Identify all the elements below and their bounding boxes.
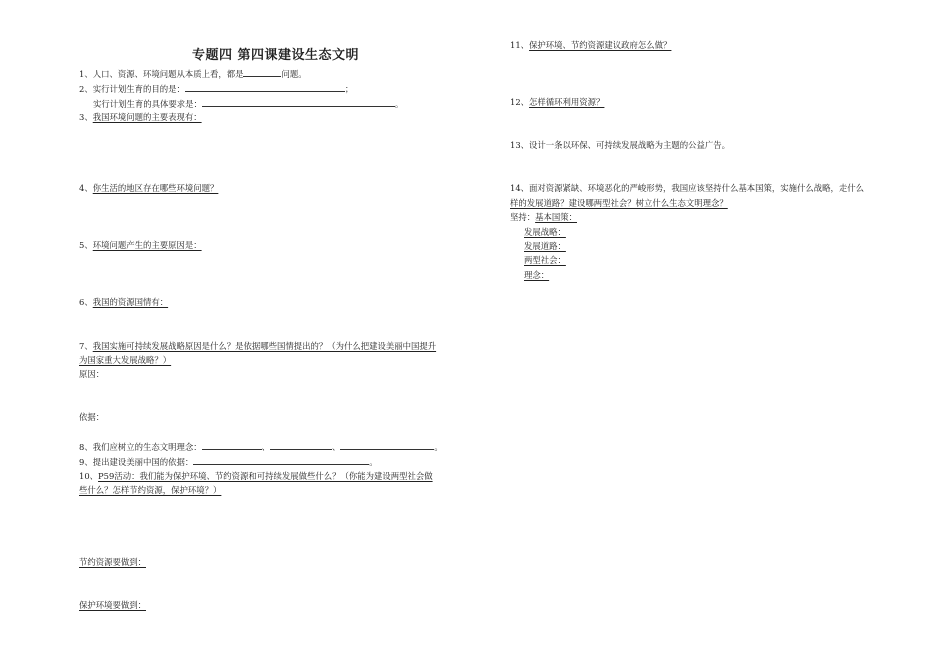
q10-text-line2: 些什么？怎样节约资源，保护环境？） [79,485,222,495]
q8-end: 。 [434,442,443,452]
question-2b [93,97,403,110]
q2b-blank[interactable] [202,97,395,107]
question-8 [79,440,443,453]
q7-text-line2: 为国家重大发展战略？） [79,355,172,365]
q8-sep-2: 、 [331,442,341,452]
q2-label: 2、实行计划生育的目的是： [79,84,185,94]
question-10-line2 [79,484,221,496]
q9-blank[interactable] [193,455,369,465]
q14-society-row [524,254,566,266]
q8-blank-2[interactable] [270,440,332,450]
question-4 [79,182,218,194]
q14-strategy-row [524,226,566,238]
q14-concept-row [524,269,549,281]
q12-text: 怎样循环利用资源？ [529,97,605,107]
q5-number: 5、 [79,240,93,250]
q7-basis-label: 依据： [79,412,105,422]
question-10-line1 [79,470,433,482]
q2-blank[interactable] [185,82,345,92]
question-13: 13、设计一条以环保、可持续发展战略为主题的公益广告。 [510,140,731,150]
save-resources-text: 节约资源要做到： [79,557,146,567]
q14-text-line1: 面对资源紧缺、环境恶化的严峻形势，我国应该坚持什么基本国策，实施什么战略，走什么 [529,183,865,193]
q14-road-label: 发展道路： [524,241,566,251]
q7-reason-label: 原因： [79,369,105,379]
q8-blank-3[interactable] [340,440,434,450]
q14-adhere-row [510,211,577,223]
q12-number: 12、 [510,97,530,107]
q5-text: 环境问题产生的主要原因是： [92,240,202,250]
q11-number: 11、 [510,40,530,50]
q8-text: 8、我们应树立的生态文明理念： [79,442,202,452]
q2-end: ； [344,84,354,94]
q14-adhere-label: 坚持： [510,212,536,222]
q3-number: 3、 [79,112,93,122]
q8-blank-1[interactable] [202,440,262,450]
q14-road-row [524,240,566,252]
question-11 [510,39,671,51]
q6-text: 我国的资源国情有： [92,297,169,307]
q4-text: 你生活的地区存在哪些环境问题？ [92,183,219,193]
question-12 [510,96,604,108]
q10-text-line1: P59活动：我们能为保护环境、节约资源和可持续发展做些什么？（你能为建设两型社会做 [98,471,433,481]
q14-number: 14、 [510,183,530,193]
question-1 [79,67,307,80]
q14-text-line2: 样的发展道路？建设哪两型社会？树立什么生态文明理念？ [510,198,728,208]
question-14-line1 [510,182,864,194]
protect-env-label [79,599,146,611]
protect-env-text: 保护环境要做到： [79,600,146,610]
question-5 [79,239,202,251]
q1-text: 1、人口、资源、环境问题从本质上看，都是 [79,69,244,79]
q7-number: 7、 [79,341,93,351]
q8-sep-1: 、 [261,442,270,452]
q9-text: 9、提出建设美丽中国的依据： [79,457,194,467]
question-14-line2 [510,197,728,209]
question-7-line1 [79,340,436,352]
question-6 [79,296,168,308]
q4-number: 4、 [79,183,93,193]
q1-end: 问题。 [281,69,307,79]
q1-blank[interactable] [243,67,281,77]
q6-number: 6、 [79,297,93,307]
q9-end: 。 [369,457,378,467]
question-9 [79,455,378,468]
q14-society-label: 两型社会： [524,255,566,265]
q14-policy-label: 基本国策： [535,212,577,222]
question-7-line2 [79,354,171,366]
q3-text: 我国环境问题的主要表现有： [92,112,202,122]
page-title: 专题四 第四课建设生态文明 [192,48,360,63]
save-resources-label [79,556,146,568]
q2b-end: 。 [394,99,404,109]
question-2 [79,82,353,95]
question-3 [79,111,202,123]
q14-strategy-label: 发展战略： [524,227,566,237]
q11-text: 保护环境、节约资源建议政府怎么做？ [529,40,672,50]
q14-concept-label: 理念： [524,270,550,280]
q10-number: 10、 [79,471,99,481]
q7-text-line1: 我国实施可持续发展战略原因是什么？是依据哪些国情提出的？（为什么把建设美丽中国提升 [92,341,437,351]
q2b-label: 实行计划生育的具体要求是： [93,99,202,109]
